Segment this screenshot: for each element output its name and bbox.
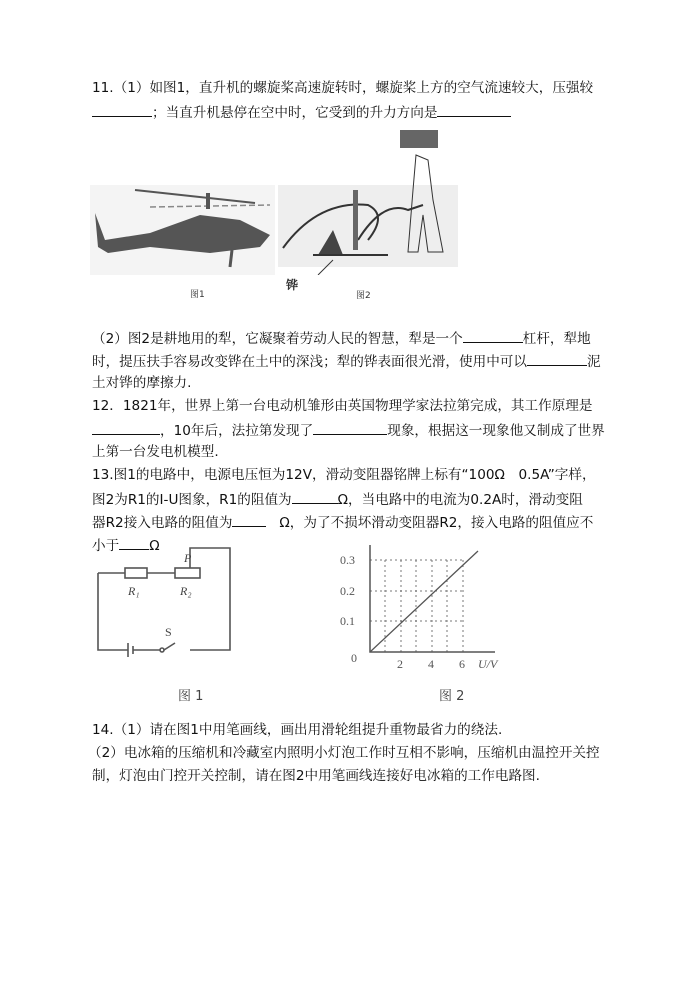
y-tick: 0.2 [340, 584, 355, 598]
x-axis-label: U/V [478, 657, 498, 671]
y-tick: 0.3 [340, 553, 355, 567]
q11-part2-line1: （2）图2是耕地用的犁，它凝聚着劳动人民的智慧，犁是一个 杠杆，犁地 [92, 328, 591, 348]
q12-line3: 上第一台发电机模型. [92, 444, 219, 460]
r1-label: R₁ [128, 584, 140, 598]
circuit-diagram [90, 540, 250, 710]
graph-caption: 图 2 [439, 689, 465, 704]
q13-line1: 13.图1的电路中，电源电压恒为12V，滑动变阻器铭牌上标有“100Ω 0.5A”字样， [92, 467, 596, 483]
q11-part2-line2: 时，提压扶手容易改变铧在土中的深浅；犁的铧表面很光滑，使用中可以 泥 [92, 351, 601, 371]
q14-line3: 制，灯泡由门控开关控制，请在图2中用笔画线连接好电冰箱的工作电路图. [92, 768, 540, 784]
q13-line4: 小于 Ω [92, 535, 160, 555]
iu-graph [335, 540, 510, 710]
plow-share-label: 铧 [286, 278, 299, 292]
q13-line3: 器R2接入电路的阻值为 Ω，为了不损坏滑动变阻器R2，接入电路的阻值应不 [92, 512, 593, 532]
x-tick: 6 [459, 657, 465, 671]
slider-p-label: P [184, 551, 192, 565]
fig2-caption: 图2 [356, 291, 371, 301]
q13-line2: 图2为R1的I-U图象，R1的阻值为 Ω，当电路中的电流为0.2A时，滑动变阻 [92, 489, 583, 509]
switch-label: S [165, 625, 172, 639]
q11-line1: 11.（1）如图1，直升机的螺旋桨高速旋转时，螺旋桨上方的空气流速较大，压强较 [92, 80, 594, 96]
fig1-caption: 图1 [190, 290, 205, 300]
r2-label: R₂ [180, 584, 192, 598]
q14-line1: 14.（1）请在图1中用笔画线，画出用滑轮组提升重物最省力的绕法. [92, 722, 503, 738]
origin-label: 0 [351, 651, 357, 665]
q11-part2-line3: 土对铧的摩擦力. [92, 375, 192, 391]
helicopter-image [90, 185, 275, 275]
q14-line2: （2）电冰箱的压缩机和冷藏室内照明小灯泡工作时互相不影响，压缩机由温控开关控 [88, 745, 600, 761]
q12-line1: 12．1821年，世界上第一台电动机雏形由英国物理学家法拉第完成，其工作原理是 [92, 398, 593, 414]
q12-line2: ，10年后，法拉第发现了 现象，根据这一现象他又制成了世界 [92, 420, 605, 440]
x-tick: 4 [428, 657, 434, 671]
x-tick: 2 [397, 657, 403, 671]
q11-line2: ；当直升机悬停在空中时，它受到的升力方向是 [92, 102, 511, 122]
circuit-caption: 图 1 [178, 689, 204, 704]
y-tick: 0.1 [340, 614, 355, 628]
plow-image [278, 130, 463, 275]
